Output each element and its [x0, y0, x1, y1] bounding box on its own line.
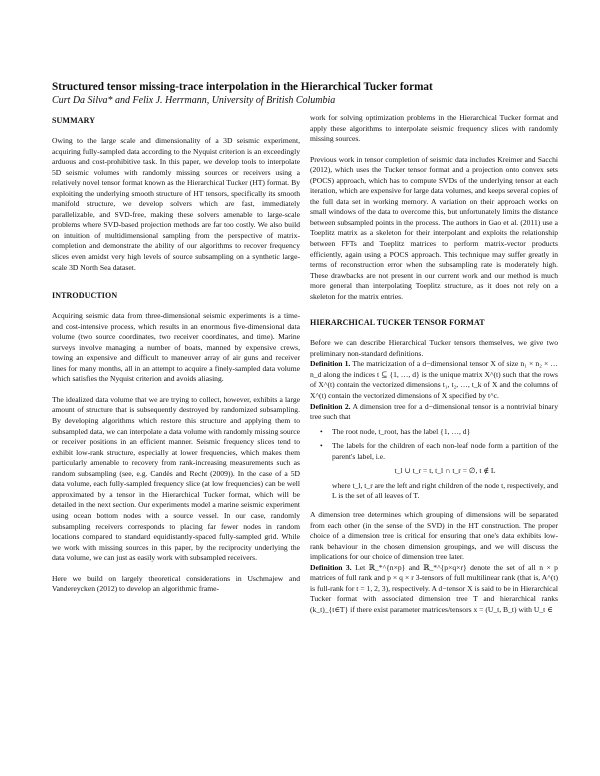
- right-column: [310, 113, 558, 615]
- intro-paragraph-1: Acquiring seismic data from three-dimensional seismic experiments is a time- and cost-intensive process, which results in an enormous five-dimensional data volume (two source coordinates, two receiver coordinates, and time). Marine surveys involve managing a number of boats, manned by expensive crews, towing an expensive and difficult to maneuver array of air guns and receiver lines for many months, all in an attempt to acquire a finely-sampled data volume which satisfies the Nyquist criterion and avoids aliasing.: [52, 311, 300, 384]
- where-text: where t_l, t_r are the left and right children of the node t, respectively, and L is the set of all leaves of T.: [332, 480, 558, 501]
- right-paragraph-1: work for solving optimization problems in the Hierarchical Tucker format and apply these algorithms to interpolate seismic frequency slices with randomly missing sources.: [310, 113, 558, 144]
- definition-2-label: Definition 2.: [310, 401, 351, 411]
- introduction-heading: INTRODUCTION: [52, 291, 118, 301]
- left-column: [52, 116, 300, 595]
- intro-paragraph-3: Here we build on largely theoretical considerations in Uschmajew and Vandereycken (2012) to develop an algorithmic frame-: [52, 573, 300, 594]
- definition-3-label: Definition 3.: [310, 562, 352, 572]
- ht-paragraph-2: A dimension tree determines which grouping of dimensions will be separated from each other (in the sense of the SVD) in the HT construction. The proper choice of a dimension tree is critical for ensuring that one's data exhibits low-rank behaviour in the chosen dimension groupings, and we will discuss the implications for our choice of dimension tree later.: [310, 509, 558, 562]
- paper-authors: Curt Da Silva* and Felix J. Herrmann, University of British Columbia: [52, 95, 336, 106]
- ht-paragraph-1: Before we can describe Hierarchical Tucker tensors themselves, we give two preliminary non-standard definitions.: [310, 338, 558, 358]
- summary-heading: SUMMARY: [52, 116, 96, 125]
- definition-2-bullet-2: [332, 441, 558, 502]
- ht-heading: HIERARCHICAL TUCKER TENSOR FORMAT: [310, 318, 485, 328]
- definition-3-text: Let ℝ_*^{n×p} and ℝ_*^{p×q×r} denote the set of all n × p matrices of full rank and p × q × r 3-tensors of full multilinear rank (that is, A^(t) is full-rank for t = 1, 2, 3), respectively. A d−tensor X is said to be in Hierarchical Tucker format with associated dimension tree T and hierarchical ranks (k_t)_{t∈T} if there exist parameter matrices/tensors x = (U_t, B_t) with U_t ∈: [310, 562, 558, 614]
- summary-paragraph: Owing to the large scale and dimensionality of a 3D seismic experiment, acquiring fully-sampled data according to the Nyquist criterion is an exceedingly arduous and cost-prohibitive task. In this paper, we develop tools to interpolate 5D seismic volumes with randomly missing sources or receivers using a relatively novel tensor format known as the Hierarchical Tucker (HT) format. By exploiting the underlying smooth structure of HT tensors, specifically its smooth manifold structure, we develop solvers which are fast, immediately parallelizable, and SVD-free, making these solvers amenable to large-scale problems where SVD-based projection methods are far too costly. We also build on intuition of multidimensional sampling from the perspective of matrix-completion and demonstrate the ability of our algorithms to recover frequency slices even amidst very high levels of source subsampling on a synthetic large-scale 3D North Sea dataset.: [52, 136, 300, 272]
- bullet-2-text: The labels for the children of each non-leaf node form a partition of the parent's label, i.e.: [332, 441, 558, 461]
- definition-1-text: The matricization of a d−dimensional tensor X of size n₁ × n₂ × … n_d along the indices t ⊆ {1, …, d} is the unique matrix X^(t) such that the rows of X^(t) contain the vectorized dimensions t₁, t₂, …, t_k of X and the columns of X^(t) contain the vectorized dimensions of X specified by t^c.: [310, 359, 558, 401]
- definition-1: [310, 359, 558, 401]
- partition-equation: t_l ∪ t_r = t, t_l ∩ t_r = ∅, t ∉ L: [394, 466, 496, 476]
- definition-1-label: Definition 1.: [310, 359, 351, 369]
- definition-2-text: A dimension tree for a d−dimensional tensor is a nontrivial binary tree such that: [310, 401, 558, 422]
- paper-title: Structured tensor missing-trace interpolation in the Hierarchical Tucker format: [52, 81, 433, 93]
- definition-3: [310, 563, 558, 616]
- definition-2-list: [310, 427, 558, 502]
- definition-2-bullet-1: • The root node, t_root, has the label {1, …, d}: [332, 427, 558, 438]
- definition-2: [310, 402, 558, 423]
- right-paragraph-2: Previous work in tensor completion of seismic data includes Kreimer and Sacchi (2012), which uses the Tucker tensor format and a projection onto convex sets (POCS) approach, which has to compute SVDs of the underlying tensor at each iteration, which are expensive for large data volumes, and keeps several copies of the full data set in working memory. A variation on their approach works on small windows of the data to overcome this, but unfortunately limits the distance between subsampled points in the process. The authors in Gao et al. (2011) use a Toeplitz matrix as a skeleton for their interpolant and exploits the relationship between FFTs and Toeplitz matrices to perform matrix-vector products efficiently, again using a POCS approach. This technique may suffer greatly in terms of reconstruction error when the subsampling rate is moderately high. These drawbacks are not present in our current work and our method is much more general than interpolating Toeplitz structure, as it does not rely on a skeleton for the matrix entries.: [310, 154, 558, 301]
- intro-paragraph-2: The idealized data volume that we are trying to collect, however, exhibits a large amount of structure that is subsequently destroyed by randomized subsampling. By developing algorithms which restore this structure and applying them to subsampled data, we can interpolate a data volume with randomly missing source or receiver positions in an efficient manner. Seismic frequency slices tend to exhibit low-rank structure, especially at lower frequencies, which makes them particularly amenable to recovery from rank-increasing measurements such as random subsampling (see, e.g. Candès and Recht (2009)). In the case of a 5D data volume, each fully-sampled frequency slice (at low frequencies) can be well approximated by a tensor in the Hierarchical Tucker format, which will be detailed in the next section. Our experiments model a marine seismic experiment using ocean bottom nodes with a source vessel. In our case, randomly subsampling receivers corresponds to placing far fewer nodes in random locations compared to standard equidistantly-spaced fully-sampled grid. While we work with missing sources in this paper, by the reciprocity underlying the data volume, we can just as easily work with subsampled receivers.: [52, 394, 300, 563]
